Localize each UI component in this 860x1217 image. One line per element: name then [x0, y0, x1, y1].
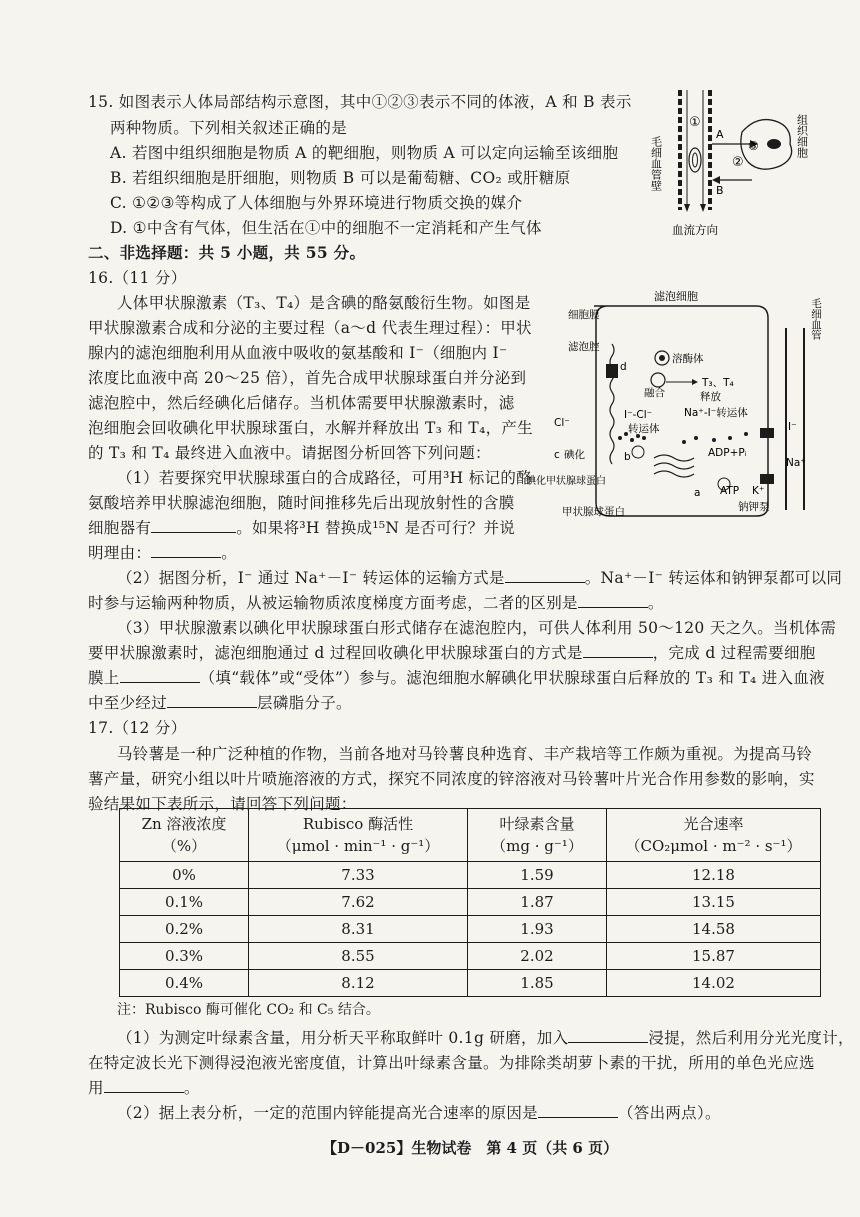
q17-sub1-line1 — [117, 1028, 854, 1048]
q16-para-5: 滤泡腔中，然后经碘化后储存。当机体需要甲状腺激素时，滤 — [88, 394, 515, 412]
q16-sub3-text-3: 膜上 — [88, 669, 120, 687]
q16-sub1-text-2: 。如果将³H 替换成¹⁵N 是否可行？并说 — [236, 519, 516, 537]
fig16-membrane-label: 细胞膜 — [568, 309, 600, 321]
table-cell: 0.4% — [120, 970, 249, 997]
fig16-k-label: K⁺ — [752, 485, 765, 497]
q16-para-6: 泡细胞会回收碘化甲状腺球蛋白，水解并释放出 T₃ 和 T₄，产生 — [88, 419, 533, 437]
fig16-i-minus-label: I⁻ — [788, 421, 797, 433]
table-header-cell: 叶绿素含量 （mg · g⁻¹） — [468, 809, 607, 862]
table-cell: 1.93 — [468, 916, 607, 943]
q16-sub2-text: （2）据图分析，I⁻ 通过 Na⁺－I⁻ 转运体的运输方式是 — [117, 569, 505, 587]
table-cell: 0% — [120, 862, 249, 889]
q16-para-1: 人体甲状腺激素（T₃、T₄）是含碘的酪氨酸衍生物。如图是 — [117, 294, 531, 312]
q16-sub1-line1: （1）若要探究甲状腺球蛋白的合成路径，可用³H 标记的酪 — [117, 469, 532, 487]
q16-sub3-text-5: 中至少经过 — [88, 694, 168, 712]
zinc-data-table — [119, 808, 821, 997]
table-header-cell: Zn 溶液浓度 （%） — [120, 809, 249, 862]
fig15-vessel-wall-label: 毛细血管壁 — [649, 136, 663, 191]
q16-reason-blank[interactable] — [151, 543, 221, 558]
fig16-release-label: 释放 — [700, 391, 721, 403]
fig16-lysosome-label: 溶酶体 — [672, 353, 704, 365]
page-footer: 【D－025】生物试卷 第 4 页（共 6 页） — [322, 1139, 619, 1157]
q16-sub1-line4 — [88, 543, 237, 563]
q16-para-3: 腺内的滤泡细胞利用从血液中吸收的氨基酸和 I⁻（细胞内 I⁻ — [88, 344, 508, 362]
fig16-t3t4-label: T₃、T₄ — [702, 377, 734, 389]
fig16-fusion-label: 融合 — [644, 387, 665, 399]
q17-extractant-blank[interactable] — [568, 1028, 648, 1043]
q16-sub3-line1: （3）甲状腺激素以碘化甲状腺球蛋白形式储存在滤泡腔内，可供人体利用 50～120 天之久。当机体需 — [117, 619, 837, 637]
q15-option-b: B. 若组织细胞是肝细胞，则物质 B 可以是葡萄糖、CO₂ 或肝糖原 — [110, 169, 571, 187]
fig15-label-1: ① — [689, 115, 701, 130]
table-cell: 8.12 — [249, 970, 468, 997]
table-cell: 15.87 — [607, 943, 821, 970]
table-header-cell: 光合速率 （CO₂μmol · m⁻² · s⁻¹） — [607, 809, 821, 862]
table-cell: 1.85 — [468, 970, 607, 997]
q16-sub1-line3 — [88, 518, 515, 538]
fig16-adp-label: ADP+Pᵢ — [708, 447, 747, 459]
q17-sub2-text: （2）据上表分析，一定的范围内锌能提高光合速率的原因是 — [117, 1104, 538, 1122]
q16-sub2-text-2: 。Na⁺－I⁻ 转运体和钠钾泵都可以同 — [584, 569, 843, 587]
q16-reason-end: 。 — [221, 544, 238, 562]
fig16-pump-label: 钠钾泵 — [738, 501, 770, 513]
q16-sub3-text-6: 层磷脂分子。 — [257, 694, 352, 712]
q16-heading: 16.（11 分） — [88, 269, 187, 287]
q16-para-7: 的 T₃ 和 T₄ 最终进入血液中。请据图分析回答下列问题： — [88, 444, 491, 462]
fig16-iodinated-thyroglobulin-label: 碘化甲状腺球蛋白 — [526, 476, 606, 487]
q16-sub3-text: 要甲状腺激素时，滤泡细胞通过 d 过程回收碘化甲状腺球蛋白的方式是 — [88, 644, 583, 662]
fig15-flow-direction-label: 血流方向 — [672, 223, 718, 237]
q17-sub2-line1 — [117, 1103, 721, 1123]
table-row — [120, 889, 821, 916]
q17-sub1-text-2: 浸提，然后利用分光光度计， — [648, 1029, 854, 1047]
table-cell: 7.33 — [249, 862, 468, 889]
fig15-label-b: B — [716, 184, 724, 197]
q16-sub1-line2: 氨酸培养甲状腺滤泡细胞，随时间推移先后出现放射性的含膜 — [88, 494, 515, 512]
table-cell: 8.55 — [249, 943, 468, 970]
table-cell: 12.18 — [607, 862, 821, 889]
q16-sub2-end: 。 — [647, 594, 664, 612]
fig15-label-3: ③ — [748, 139, 759, 153]
q16-para-2: 甲状腺激素合成和分泌的主要过程（a～d 代表生理过程）：甲状 — [88, 319, 532, 337]
table-cell: 0.1% — [120, 889, 249, 916]
table-cell: 8.31 — [249, 916, 468, 943]
fig16-c-label: c — [554, 449, 560, 461]
fig15-label-a: A — [716, 128, 724, 141]
table-cell: 1.87 — [468, 889, 607, 916]
table-cell: 14.02 — [607, 970, 821, 997]
q15-stem-line2: 两种物质。下列相关叙述正确的是 — [110, 119, 348, 137]
table-row — [120, 916, 821, 943]
q16-sub2-line2 — [88, 593, 664, 613]
fig16-iodination-label: 碘化 — [564, 449, 585, 461]
q17-para-3: 验结果如下表所示，请回答下列问题： — [88, 795, 357, 813]
q16-organelles-blank[interactable] — [151, 518, 236, 533]
fig16-thyroglobulin-label: 甲状腺球蛋白 — [562, 506, 625, 518]
q16-recycle-method-blank[interactable] — [583, 643, 653, 658]
q17-para-2: 薯产量，研究小组以叶片喷施溶液的方式，探究不同浓度的锌溶液对马铃薯叶片光合作用参数的影响，实 — [88, 770, 815, 788]
q16-figure — [524, 288, 824, 528]
q15-option-a: A. 若图中组织细胞是物质 A 的靶细胞，则物质 A 可以定向运输至该细胞 — [110, 144, 619, 162]
table-header-cell: Rubisco 酶活性 （μmol · min⁻¹ · g⁻¹） — [249, 809, 468, 862]
q16-carrier-receptor-blank[interactable] — [120, 668, 200, 683]
q17-sub1-text-3: 用 — [88, 1079, 104, 1097]
q16-sub2-text-3: 时参与运输两种物质，从被运输物质浓度梯度方面考虑，二者的区别是 — [88, 594, 578, 612]
fig16-d-label: d — [620, 361, 627, 373]
fig16-capillary-label: 毛细血管 — [810, 298, 822, 340]
q16-sub3-line4 — [88, 693, 352, 713]
q16-layers-blank[interactable] — [167, 693, 257, 708]
q16-reason-label: 明理由： — [88, 544, 152, 562]
q17-heading: 17.（12 分） — [88, 719, 187, 737]
table-header-row — [120, 809, 821, 862]
fig16-lumen-label: 滤泡腔 — [568, 341, 600, 353]
q17-sub1-line3 — [88, 1078, 200, 1098]
table-row — [120, 862, 821, 889]
fig16-na-i-label: Na⁺-I⁻转运体 — [684, 407, 748, 419]
q16-sub3-line2 — [88, 643, 816, 663]
fig15-label-2: ② — [732, 155, 744, 170]
q17-light-color-blank[interactable] — [104, 1078, 184, 1093]
q16-para-4: 浓度比血液中高 20～25 倍），首先合成甲状腺球蛋白并分泌到 — [88, 369, 527, 387]
q15-figure — [620, 82, 815, 240]
q17-sub1-text: （1）为测定叶绿素含量，用分析天平称取鲜叶 0.1g 研磨，加入 — [117, 1029, 569, 1047]
q15-stem-line1: 15. 如图表示人体局部结构示意图，其中①②③表示不同的体液，A 和 B 表示 — [88, 93, 632, 111]
q16-sub1-text: 细胞器有 — [88, 519, 152, 537]
q16-transport-mode-blank[interactable] — [505, 568, 585, 583]
fig16-follicle-cell-label: 滤泡细胞 — [654, 290, 698, 303]
table-cell: 7.62 — [249, 889, 468, 916]
table-cell: 2.02 — [468, 943, 607, 970]
table-row — [120, 943, 821, 970]
q17-para-1: 马铃薯是一种广泛种植的作物，当前各地对马铃薯良种选育、丰产栽培等工作颇为重视。为提高马铃 — [117, 745, 813, 763]
section-two-heading: 二、非选择题：共 5 小题，共 55 分。 — [88, 243, 366, 262]
q17-sub2-text-2: （答出两点）。 — [617, 1104, 721, 1122]
fig16-transporter-label: 转运体 — [628, 423, 660, 435]
table-cell: 13.15 — [607, 889, 821, 916]
q16-difference-blank[interactable] — [578, 593, 648, 608]
q16-sub3-line3 — [88, 668, 825, 688]
q16-sub2-line1 — [117, 568, 842, 588]
q15-option-d: D. ①中含有气体，但生活在①中的细胞不一定消耗和产生气体 — [110, 219, 542, 237]
q16-sub3-text-4: （填“载体”或“受体”）参与。滤泡细胞水解碘化甲状腺球蛋白后释放的 T₃ 和 T₄ 进入血液 — [199, 669, 825, 687]
fig15-tissue-cell-label: 组织细胞 — [795, 114, 809, 158]
fig16-i-cl-label: I⁻-Cl⁻ — [624, 409, 653, 421]
table-cell: 14.58 — [607, 916, 821, 943]
fig16-atp-label: ATP — [720, 485, 740, 497]
fig16-na-label: Na⁺ — [786, 457, 806, 469]
table-row — [120, 970, 821, 997]
q17-sub1-end: 。 — [183, 1079, 200, 1097]
fig16-cl-label: Cl⁻ — [554, 417, 570, 429]
q15-option-c: C. ①②③等构成了人体细胞与外界环境进行物质交换的媒介 — [110, 194, 523, 212]
table-cell: 0.3% — [120, 943, 249, 970]
fig16-b-label: b — [624, 451, 631, 463]
table-cell: 1.59 — [468, 862, 607, 889]
q17-reason-blank[interactable] — [538, 1103, 618, 1118]
fig16-a-label: a — [694, 487, 701, 499]
q16-sub3-text-2: ，完成 d 过程需要细胞 — [652, 644, 816, 662]
q17-sub1-line2: 在特定波长光下测得浸泡液光密度值，计算出叶绿素含量。为排除类胡萝卜素的干扰，所用的单色光应选 — [88, 1054, 815, 1072]
table-note: 注：Rubisco 酶可催化 CO₂ 和 C₅ 结合。 — [117, 1002, 380, 1018]
table-cell: 0.2% — [120, 916, 249, 943]
